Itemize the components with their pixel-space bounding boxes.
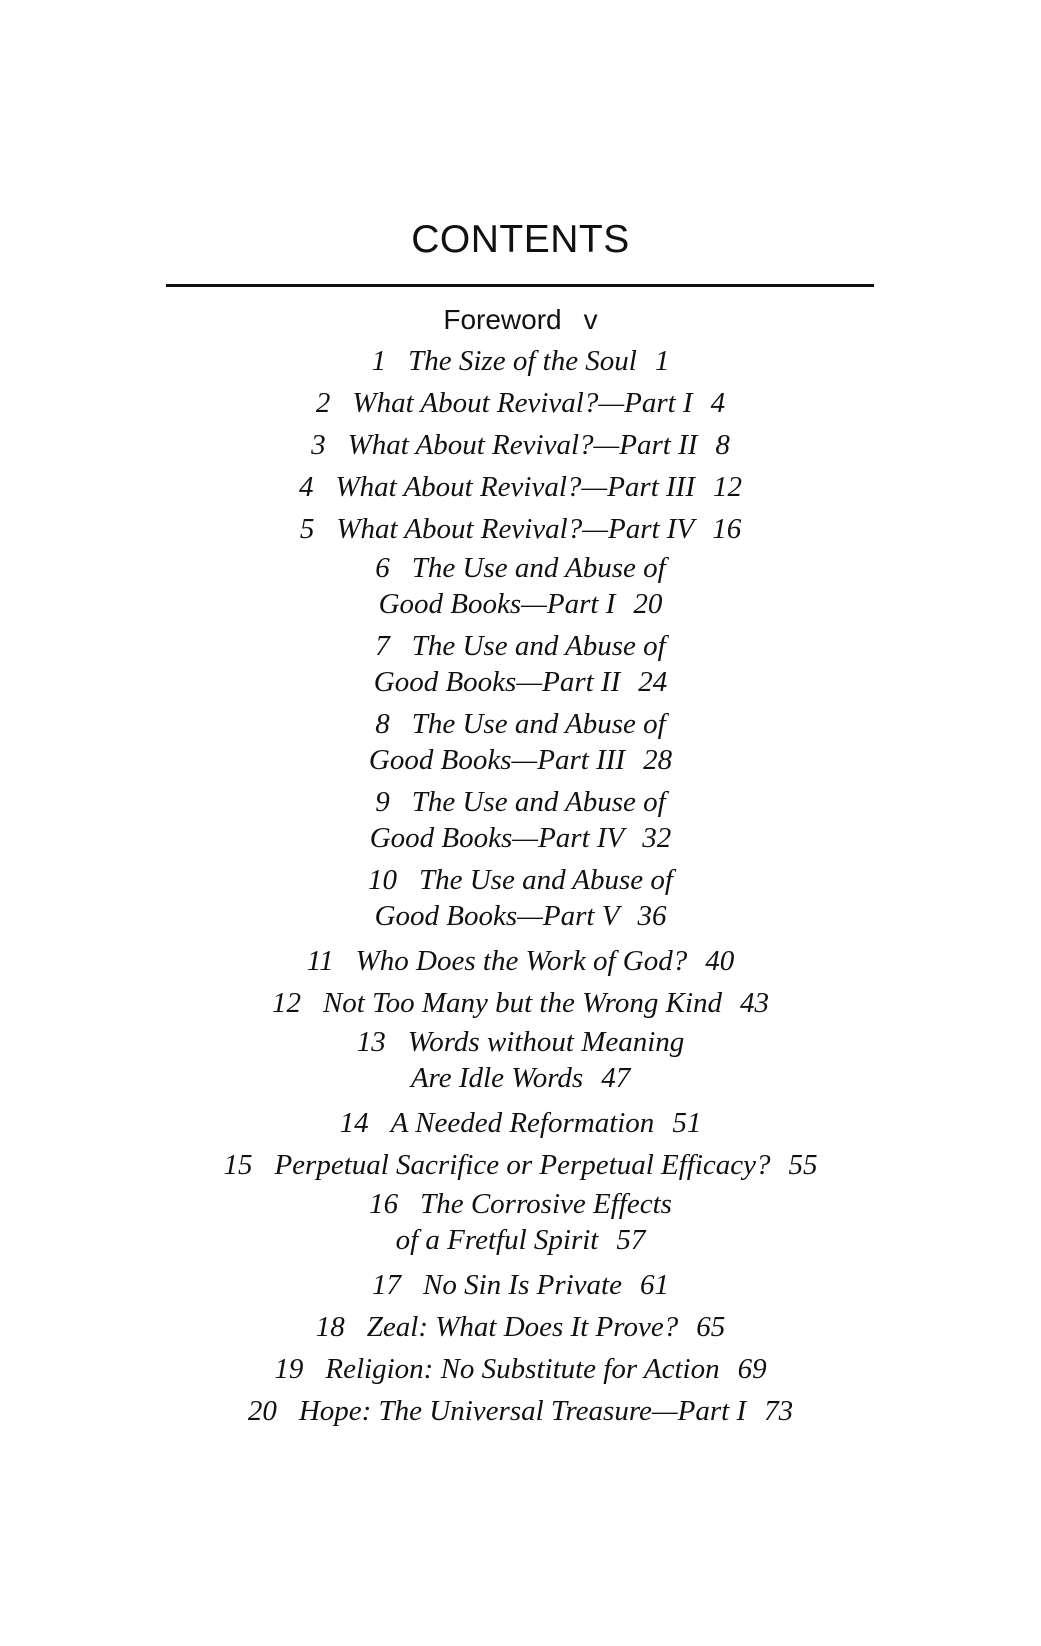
page-number: 4 bbox=[710, 387, 726, 419]
toc-entry bbox=[0, 862, 1041, 940]
toc-entry-line bbox=[0, 1060, 1041, 1096]
page-number: 1 bbox=[654, 345, 670, 377]
toc-entry-line bbox=[0, 982, 1041, 1024]
toc-entry-line bbox=[0, 1222, 1041, 1258]
toc-entry-line bbox=[0, 508, 1041, 550]
chapter-title: Religion: No Substitute for Action bbox=[325, 1353, 720, 1385]
chapter-title: Good Books—Part I bbox=[378, 588, 616, 620]
page-number: 32 bbox=[642, 822, 672, 854]
chapter-number: 5 bbox=[299, 513, 315, 545]
table-of-contents bbox=[0, 300, 1041, 1432]
toc-entry bbox=[0, 1264, 1041, 1306]
toc-entry-line bbox=[0, 940, 1041, 982]
chapter-number: 9 bbox=[375, 786, 390, 818]
toc-entry bbox=[0, 1024, 1041, 1102]
page-number: 57 bbox=[616, 1224, 646, 1256]
toc-entry-line bbox=[0, 1144, 1041, 1186]
toc-entry bbox=[0, 706, 1041, 784]
foreword-label: Foreword bbox=[443, 304, 562, 335]
chapter-title: What About Revival?—Part I bbox=[352, 387, 693, 419]
chapter-title: Words without Meaning bbox=[407, 1026, 685, 1058]
chapter-number: 1 bbox=[371, 345, 387, 377]
page-number: 73 bbox=[764, 1395, 794, 1427]
page-number: 24 bbox=[638, 666, 668, 698]
chapter-number: 13 bbox=[356, 1026, 386, 1058]
toc-entry-line bbox=[0, 898, 1041, 934]
chapter-number: 6 bbox=[375, 552, 390, 584]
toc-foreword bbox=[0, 300, 1041, 340]
toc-entry bbox=[0, 1102, 1041, 1144]
chapter-title: The Use and Abuse of bbox=[411, 630, 666, 662]
toc-entry-line bbox=[0, 382, 1041, 424]
page-title: CONTENTS bbox=[411, 218, 630, 261]
chapter-title: No Sin Is Private bbox=[423, 1269, 622, 1301]
chapter-title: The Corrosive Effects bbox=[420, 1188, 672, 1220]
chapter-number: 3 bbox=[311, 429, 326, 461]
toc-entry bbox=[0, 382, 1041, 424]
page-number: 43 bbox=[740, 987, 770, 1019]
toc-entry bbox=[0, 550, 1041, 628]
toc-entry-line bbox=[0, 742, 1041, 778]
page-number: 36 bbox=[637, 900, 667, 932]
chapter-number: 10 bbox=[367, 864, 397, 896]
toc-entry bbox=[0, 1348, 1041, 1390]
toc-entry-line bbox=[0, 340, 1041, 382]
chapter-title: Hope: The Universal Treasure—Part I bbox=[298, 1395, 747, 1427]
page-number: 16 bbox=[712, 513, 742, 545]
chapter-title: Are Idle Words bbox=[410, 1062, 584, 1094]
chapter-number: 14 bbox=[339, 1107, 369, 1139]
chapter-number: 17 bbox=[372, 1269, 402, 1301]
chapter-title: Not Too Many but the Wrong Kind bbox=[322, 987, 723, 1019]
chapter-title: of a Fretful Spirit bbox=[395, 1224, 599, 1256]
toc-entry-line bbox=[0, 466, 1041, 508]
chapter-number: 2 bbox=[315, 387, 331, 419]
toc-entry-line bbox=[0, 784, 1041, 820]
chapter-title: Who Does the Work of God? bbox=[355, 945, 688, 977]
chapter-number: 4 bbox=[299, 471, 314, 503]
chapter-number: 19 bbox=[274, 1353, 304, 1385]
toc-entry-line bbox=[0, 1024, 1041, 1060]
toc-entry-line bbox=[0, 628, 1041, 664]
toc-entry-line bbox=[0, 664, 1041, 700]
toc-entry-line bbox=[0, 1102, 1041, 1144]
chapter-number: 8 bbox=[375, 708, 390, 740]
toc-entry bbox=[0, 628, 1041, 706]
toc-entry bbox=[0, 784, 1041, 862]
page-number: 65 bbox=[696, 1311, 726, 1343]
chapter-title: The Use and Abuse of bbox=[411, 786, 666, 818]
toc-entry bbox=[0, 982, 1041, 1024]
toc-entry-line bbox=[0, 706, 1041, 742]
toc-entry bbox=[0, 1306, 1041, 1348]
toc-entry-line bbox=[0, 1348, 1041, 1390]
page-number: 8 bbox=[715, 429, 730, 461]
chapter-title: What About Revival?—Part III bbox=[335, 471, 695, 503]
chapter-title: Perpetual Sacrifice or Perpetual Efficacy? bbox=[274, 1149, 771, 1181]
chapter-title: Good Books—Part V bbox=[374, 900, 620, 932]
page-number: 47 bbox=[601, 1062, 631, 1094]
chapter-title: The Use and Abuse of bbox=[411, 708, 666, 740]
page-number: 55 bbox=[788, 1149, 818, 1181]
chapter-number: 16 bbox=[369, 1188, 399, 1220]
chapter-title: Good Books—Part IV bbox=[369, 822, 625, 854]
page-number: 28 bbox=[643, 744, 673, 776]
foreword-page: v bbox=[583, 304, 598, 335]
page-number: 20 bbox=[633, 588, 663, 620]
toc-entry-line bbox=[0, 862, 1041, 898]
toc-entry-line bbox=[0, 424, 1041, 466]
page-number: 12 bbox=[712, 471, 742, 503]
page-number: 40 bbox=[705, 945, 735, 977]
toc-entry-line bbox=[0, 1186, 1041, 1222]
chapter-title: What About Revival?—Part II bbox=[347, 429, 698, 461]
chapter-number: 20 bbox=[247, 1395, 277, 1427]
chapter-title: The Use and Abuse of bbox=[411, 552, 666, 584]
page-number: 51 bbox=[672, 1107, 702, 1139]
chapter-title: Good Books—Part II bbox=[373, 666, 621, 698]
chapter-number: 7 bbox=[375, 630, 390, 662]
toc-entry bbox=[0, 1144, 1041, 1186]
toc-entry-line bbox=[0, 586, 1041, 622]
chapter-title: Zeal: What Does It Prove? bbox=[366, 1311, 679, 1343]
toc-entry bbox=[0, 424, 1041, 466]
chapter-title: Good Books—Part III bbox=[368, 744, 626, 776]
chapter-title: The Size of the Soul bbox=[408, 345, 637, 377]
toc-entry-line bbox=[0, 550, 1041, 586]
toc-entry bbox=[0, 466, 1041, 508]
page-number: 61 bbox=[639, 1269, 669, 1301]
toc-entry bbox=[0, 508, 1041, 550]
page-number: 69 bbox=[737, 1353, 767, 1385]
toc-entry-line bbox=[0, 820, 1041, 856]
toc-entry-line bbox=[0, 1306, 1041, 1348]
toc-entry-line bbox=[0, 1264, 1041, 1306]
chapter-title: A Needed Reformation bbox=[390, 1107, 655, 1139]
chapter-title: The Use and Abuse of bbox=[418, 864, 673, 896]
toc-entry bbox=[0, 1186, 1041, 1264]
chapter-number: 11 bbox=[306, 945, 334, 977]
chapter-number: 15 bbox=[223, 1149, 253, 1181]
chapter-number: 12 bbox=[271, 987, 301, 1019]
toc-entry bbox=[0, 1390, 1041, 1432]
chapter-number: 18 bbox=[315, 1311, 345, 1343]
toc-entry-line bbox=[0, 1390, 1041, 1432]
chapter-title: What About Revival?—Part IV bbox=[336, 513, 695, 545]
title-rule bbox=[166, 284, 874, 287]
toc-entry bbox=[0, 940, 1041, 982]
toc-entry bbox=[0, 340, 1041, 382]
